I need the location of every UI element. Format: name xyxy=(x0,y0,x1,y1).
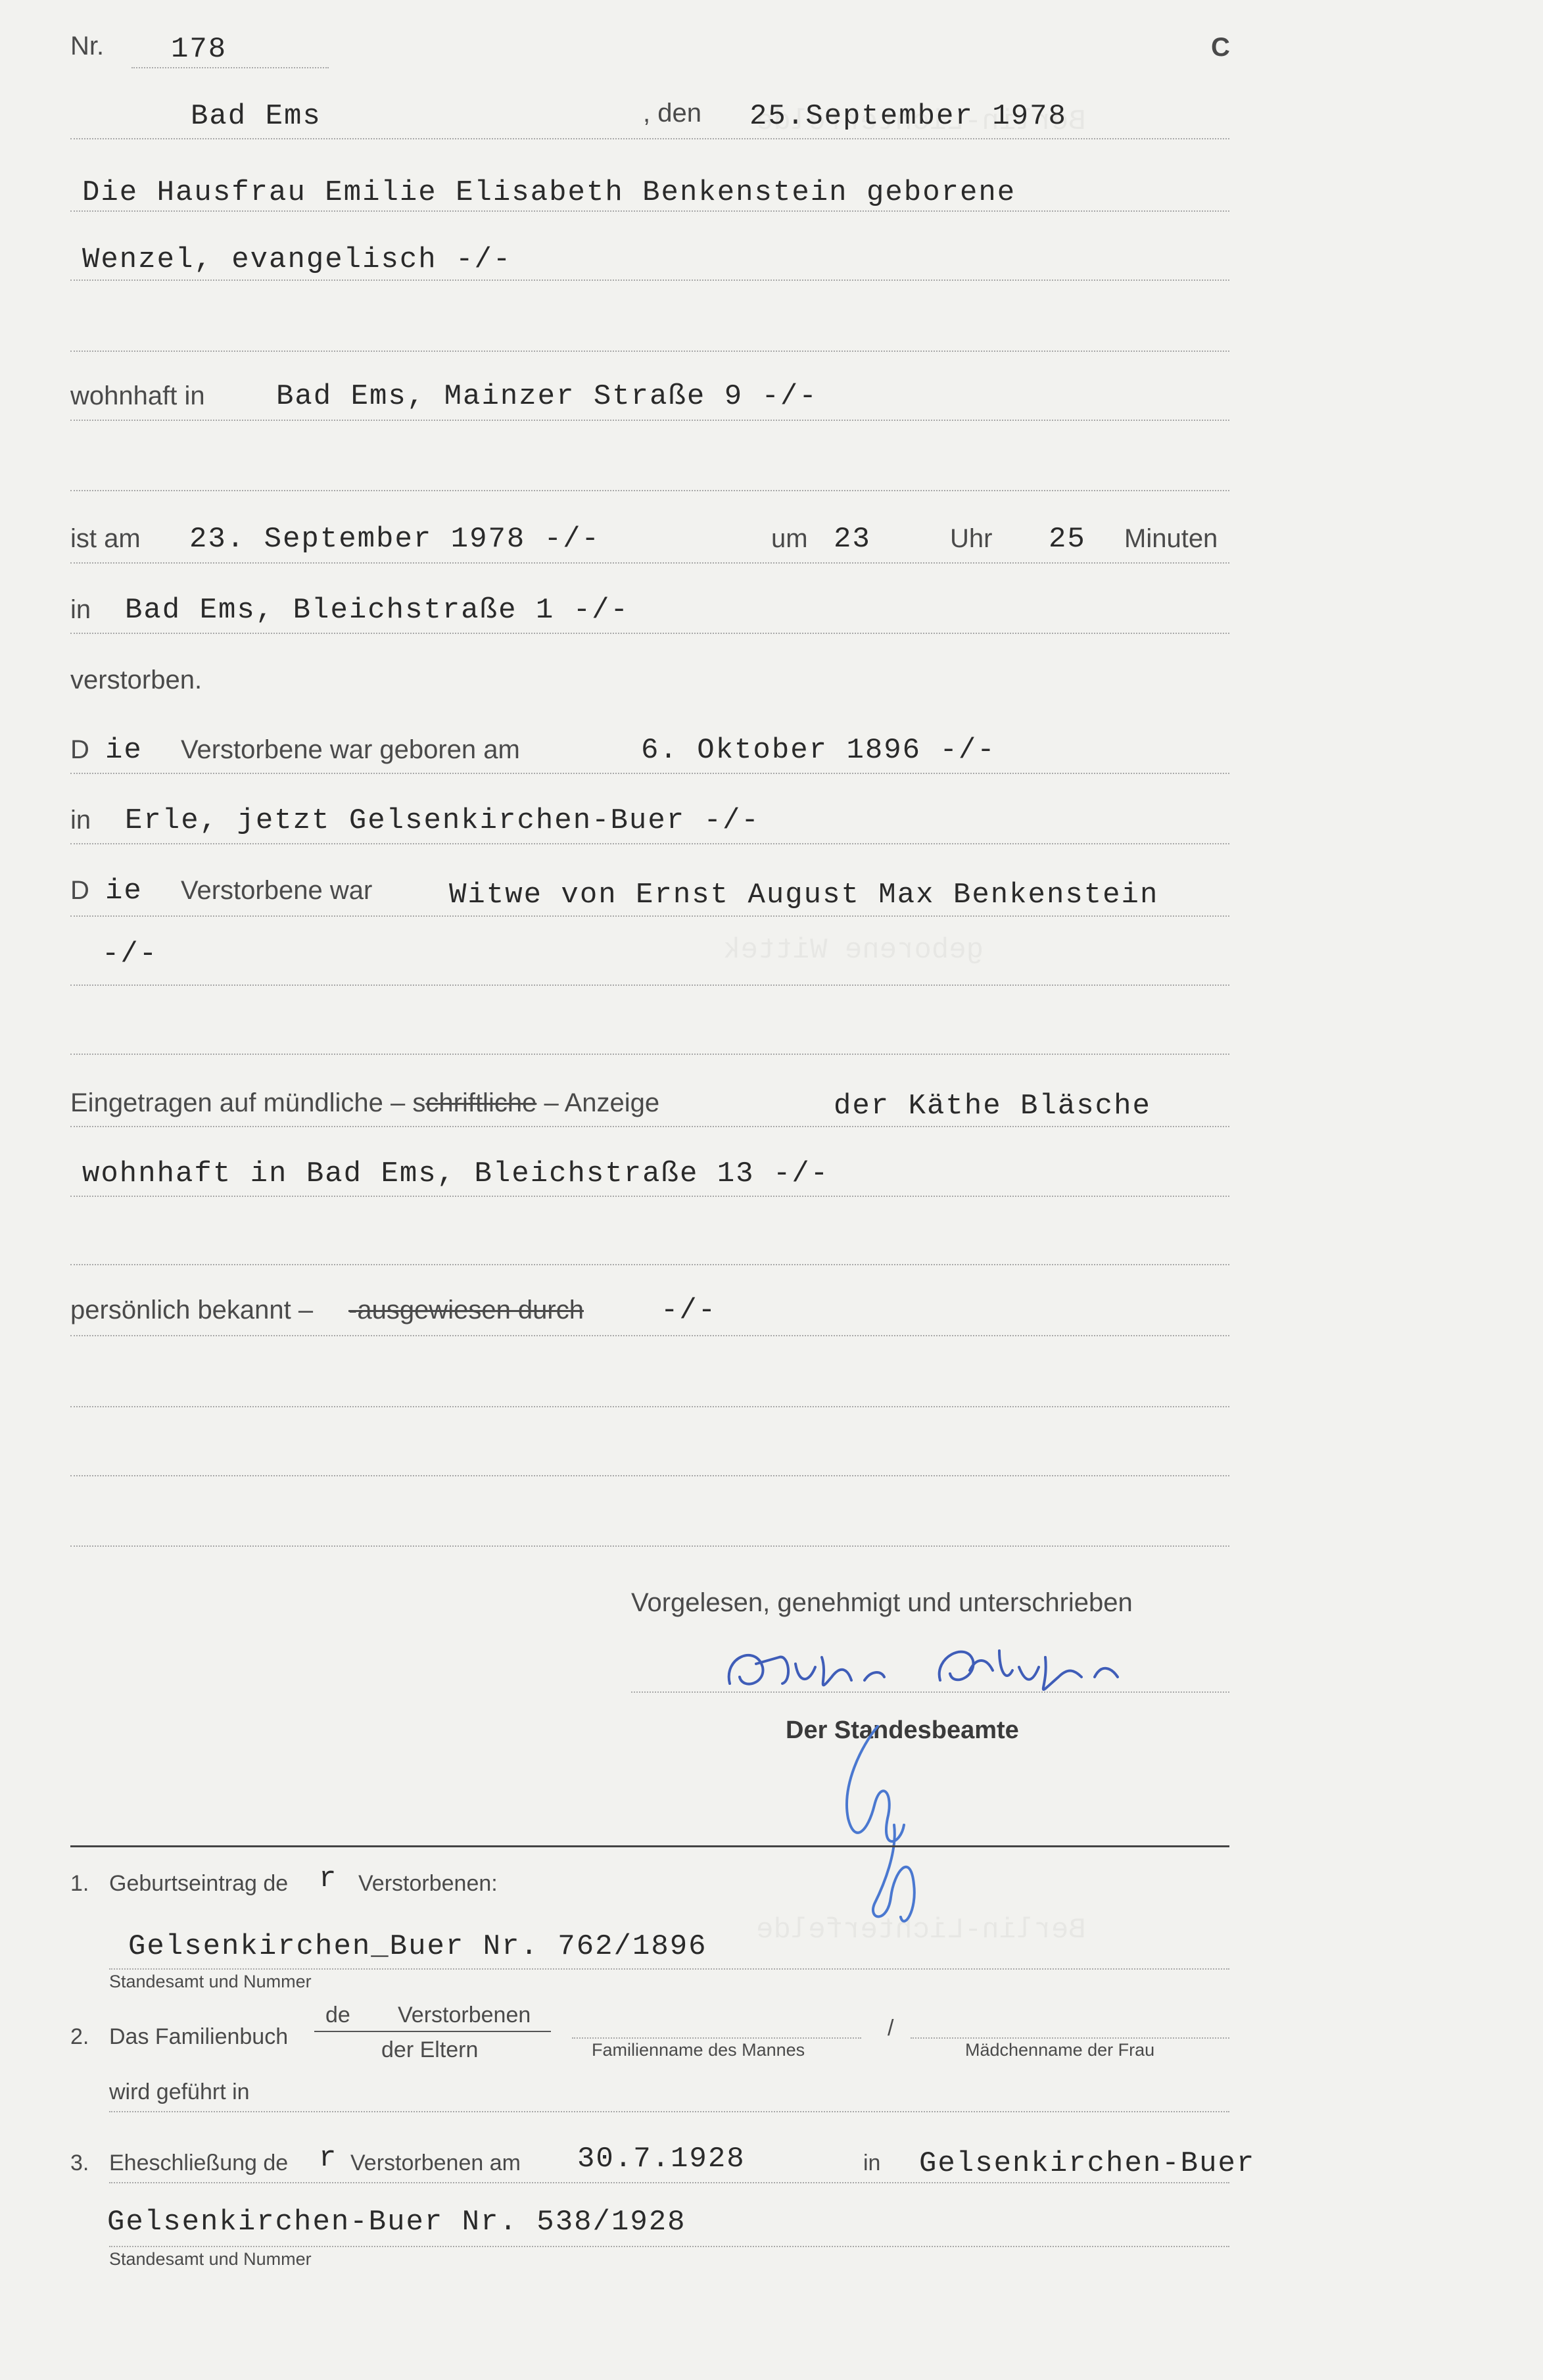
dotted-line xyxy=(70,490,1229,491)
marital-status: Witwe von Ernst August Max Benkenstein xyxy=(449,879,1159,911)
dotted-line xyxy=(70,1545,1229,1547)
note-2-caption-1: Familienname des Mannes xyxy=(592,2040,805,2060)
note-1-number: 1. xyxy=(70,1871,89,1896)
known-struck: -ausgewiesen durch xyxy=(348,1296,584,1324)
section-divider xyxy=(70,1845,1229,1847)
note-3-caption: Standesamt und Nummer xyxy=(109,2249,312,2269)
signature-text: Bläsche xyxy=(717,1631,719,1632)
note-2-line-2: wird geführt in xyxy=(109,2079,250,2104)
registry-date: 25.September 1978 xyxy=(749,100,1067,133)
note-1-label-b: Verstorbenen: xyxy=(358,1871,498,1896)
known-value: -/- xyxy=(661,1294,717,1327)
note-3-label-a: Eheschließung de xyxy=(109,2150,289,2175)
death-in-label: in xyxy=(70,595,91,624)
dotted-line xyxy=(70,1335,1229,1336)
dotted-line xyxy=(109,1968,1229,1970)
entry-label-end: – Anzeige xyxy=(544,1088,660,1117)
known-label: persönlich bekannt – xyxy=(70,1296,314,1324)
birth-date: 6. Oktober 1896 -/- xyxy=(641,734,996,767)
read-approved-text: Vorgelesen, genehmigt und unterschrieben xyxy=(631,1588,1133,1617)
um-label: um xyxy=(771,524,808,553)
note-2-top: Verstorbenen xyxy=(398,2003,531,2028)
verstorben-label: verstorben. xyxy=(70,666,202,694)
nr-label: Nr. xyxy=(70,32,105,61)
note-2-caption-2: Mädchenname der Frau xyxy=(965,2040,1155,2060)
note-1-value: Gelsenkirchen_Buer Nr. 762/1896 xyxy=(128,1930,707,1963)
death-place: Bad Ems, Bleichstraße 1 -/- xyxy=(125,594,629,627)
dotted-line xyxy=(70,562,1229,564)
dotted-line xyxy=(911,2037,1229,2039)
dotted-line xyxy=(70,1126,1229,1127)
form-letter: C xyxy=(1211,33,1230,62)
note-3-label-b: Verstorbenen am xyxy=(350,2150,521,2175)
note-2-label: Das Familienbuch xyxy=(109,2024,289,2049)
nr-value: 178 xyxy=(171,33,227,66)
note-3-in: in xyxy=(863,2150,881,2175)
dotted-line xyxy=(70,1196,1229,1197)
den-label: , den xyxy=(643,99,701,128)
birth-place: Erle, jetzt Gelsenkirchen-Buer -/- xyxy=(125,804,760,837)
dotted-line xyxy=(131,67,329,68)
birth-d-fill: ie xyxy=(105,734,143,767)
marriage-date: 30.7.1928 xyxy=(577,2143,746,2175)
birth-in-label: in xyxy=(70,806,91,835)
deceased-line-1: Die Hausfrau Emilie Elisabeth Benkenstein geborene xyxy=(82,176,1016,209)
informant-signature xyxy=(717,1631,1177,1703)
dotted-line xyxy=(70,1264,1229,1265)
informant-address: wohnhaft in Bad Ems, Bleichstraße 13 -/- xyxy=(82,1157,830,1190)
note-1-label-a: Geburtseintrag de xyxy=(109,1871,289,1896)
dotted-line xyxy=(70,210,1229,212)
death-hour: 23 xyxy=(834,523,871,556)
dotted-line xyxy=(70,420,1229,421)
note-1-caption: Standesamt und Nummer xyxy=(109,1972,312,1991)
dotted-line xyxy=(70,915,1229,917)
note-2-number: 2. xyxy=(70,2024,89,2049)
fraction-line xyxy=(314,2031,551,2032)
dotted-line xyxy=(70,138,1229,139)
uhr-label: Uhr xyxy=(950,524,993,553)
entry-struck-s: s xyxy=(412,1088,426,1117)
official-title: Der Standesbeamte xyxy=(786,1716,1019,1744)
residence-value: Bad Ems, Mainzer Straße 9 -/- xyxy=(276,380,818,413)
deceased-line-2: Wenzel, evangelisch -/- xyxy=(82,243,512,276)
dotted-line xyxy=(109,2182,1229,2183)
note-3-number: 3. xyxy=(70,2150,89,2175)
dotted-line xyxy=(70,984,1229,986)
marital-cont: -/- xyxy=(102,938,158,971)
birth-label: Verstorbene war geboren am xyxy=(181,735,520,764)
residence-label: wohnhaft in xyxy=(70,381,205,410)
dotted-line xyxy=(70,633,1229,634)
dotted-line xyxy=(109,2111,1229,2112)
death-date: 23. September 1978 -/- xyxy=(189,523,600,556)
dotted-line xyxy=(70,351,1229,352)
marital-d-fill: ie xyxy=(105,875,143,908)
note-2-slash: / xyxy=(888,2016,894,2041)
birth-d-label: D xyxy=(70,735,89,764)
note-3-value: Gelsenkirchen-Buer Nr. 538/1928 xyxy=(107,2206,686,2239)
marital-d-label: D xyxy=(70,876,89,905)
entry-label-start: Eingetragen auf mündliche – xyxy=(70,1088,406,1117)
note-2-fill: de xyxy=(325,2003,350,2028)
dotted-line xyxy=(70,1054,1229,1055)
note-2-bottom: der Eltern xyxy=(381,2037,479,2062)
registry-place: Bad Ems xyxy=(191,100,321,133)
official-signature xyxy=(822,1720,947,1937)
informant-name: der Käthe Bläsche xyxy=(834,1090,1151,1123)
minuten-label: Minuten xyxy=(1124,524,1218,553)
dotted-line xyxy=(70,773,1229,774)
dotted-line xyxy=(70,843,1229,844)
marital-label: Verstorbene war xyxy=(181,876,373,905)
dotted-line xyxy=(572,2037,861,2039)
dotted-line xyxy=(70,1475,1229,1476)
marriage-place: Gelsenkirchen-Buer xyxy=(919,2147,1256,2180)
dotted-line xyxy=(70,1406,1229,1407)
bleed-through-text xyxy=(723,934,984,967)
dotted-line xyxy=(109,2246,1229,2247)
dotted-line xyxy=(70,279,1229,281)
entry-struck-word: chriftliche xyxy=(425,1088,537,1117)
entry-label xyxy=(70,1088,659,1118)
note-3-fill: r xyxy=(319,2142,338,2175)
note-1-fill: r xyxy=(319,1862,338,1895)
ist-am-label: ist am xyxy=(70,524,141,553)
death-minutes: 25 xyxy=(1049,523,1086,556)
